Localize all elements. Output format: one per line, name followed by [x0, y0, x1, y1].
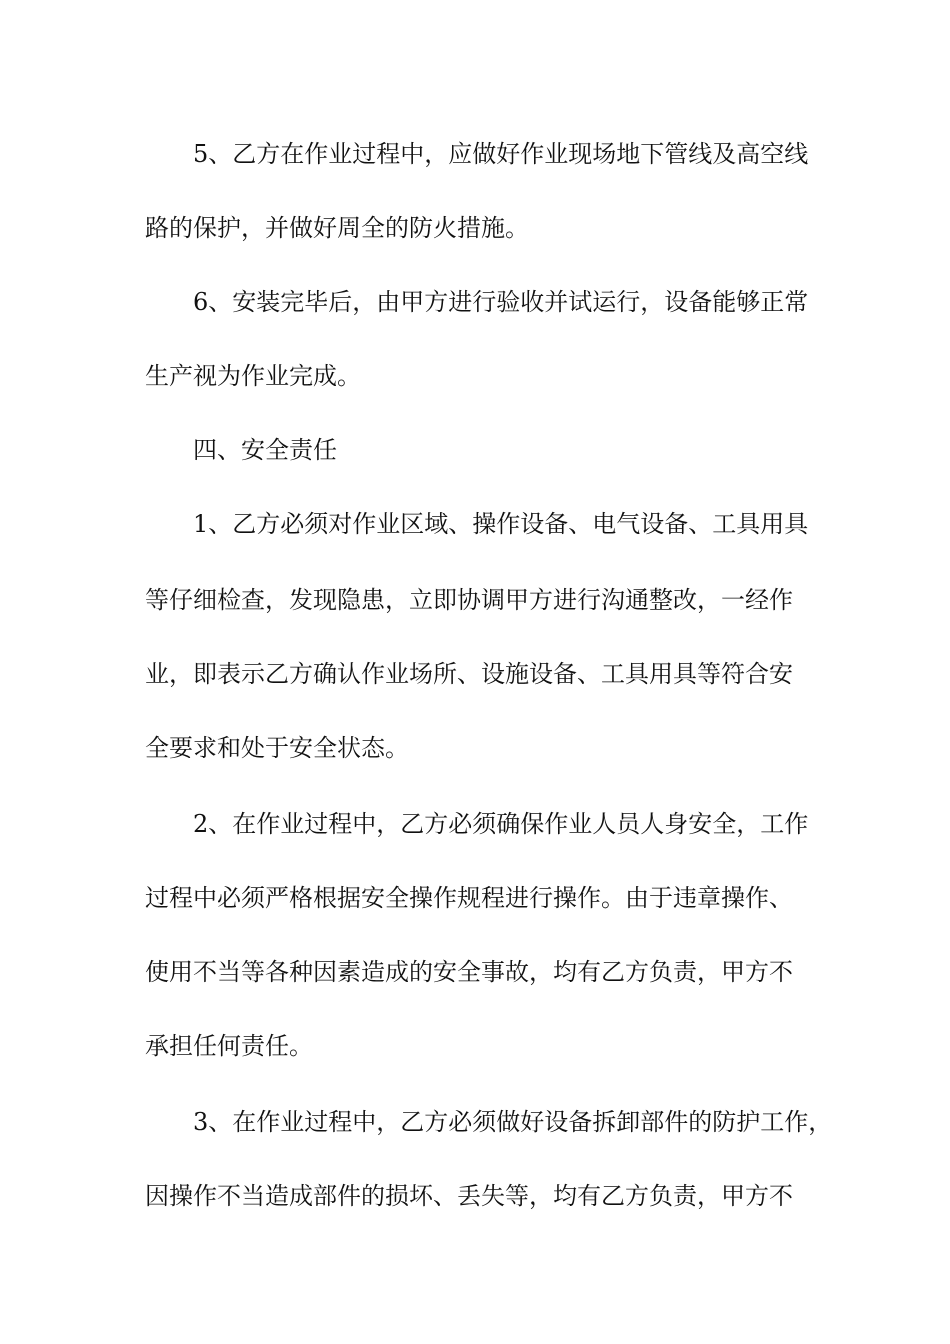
text-line-safety1-cont-2: 业，即表示乙方确认作业场所、设施设备、工具用具等符合安 — [145, 660, 793, 688]
section-heading-safety-responsibility: 四、安全责任 — [193, 436, 337, 464]
text-line-safety3-cont-1: 因操作不当造成部件的损坏、丢失等，均有乙方负责，甲方不 — [145, 1182, 793, 1210]
text-line-item6-end: 生产视为作业完成。 — [145, 362, 361, 390]
text-line-safety2-cont-2: 使用不当等各种因素造成的安全事故，均有乙方负责，甲方不 — [145, 958, 793, 986]
text-line-safety3-start: 3、在作业过程中，乙方必须做好设备拆卸部件的防护工作， — [193, 1108, 833, 1136]
text-line-safety2-end: 承担任何责任。 — [145, 1032, 313, 1060]
text-line-safety1-end: 全要求和处于安全状态。 — [145, 734, 409, 762]
text-line-safety2-cont-1: 过程中必须严格根据安全操作规程进行操作。由于违章操作、 — [145, 884, 793, 912]
text-line-safety1-cont-1: 等仔细检查，发现隐患，立即协调甲方进行沟通整改，一经作 — [145, 586, 793, 614]
text-line-item5-end: 路的保护，并做好周全的防火措施。 — [145, 214, 529, 242]
text-line-item5-start: 5、乙方在作业过程中，应做好作业现场地下管线及高空线 — [193, 140, 809, 168]
text-line-item6-start: 6、安装完毕后，由甲方进行验收并试运行，设备能够正常 — [193, 288, 809, 316]
text-line-safety2-start: 2、在作业过程中，乙方必须确保作业人员人身安全，工作 — [193, 810, 809, 838]
text-line-safety1-start: 1、乙方必须对作业区域、操作设备、电气设备、工具用具 — [193, 510, 809, 538]
